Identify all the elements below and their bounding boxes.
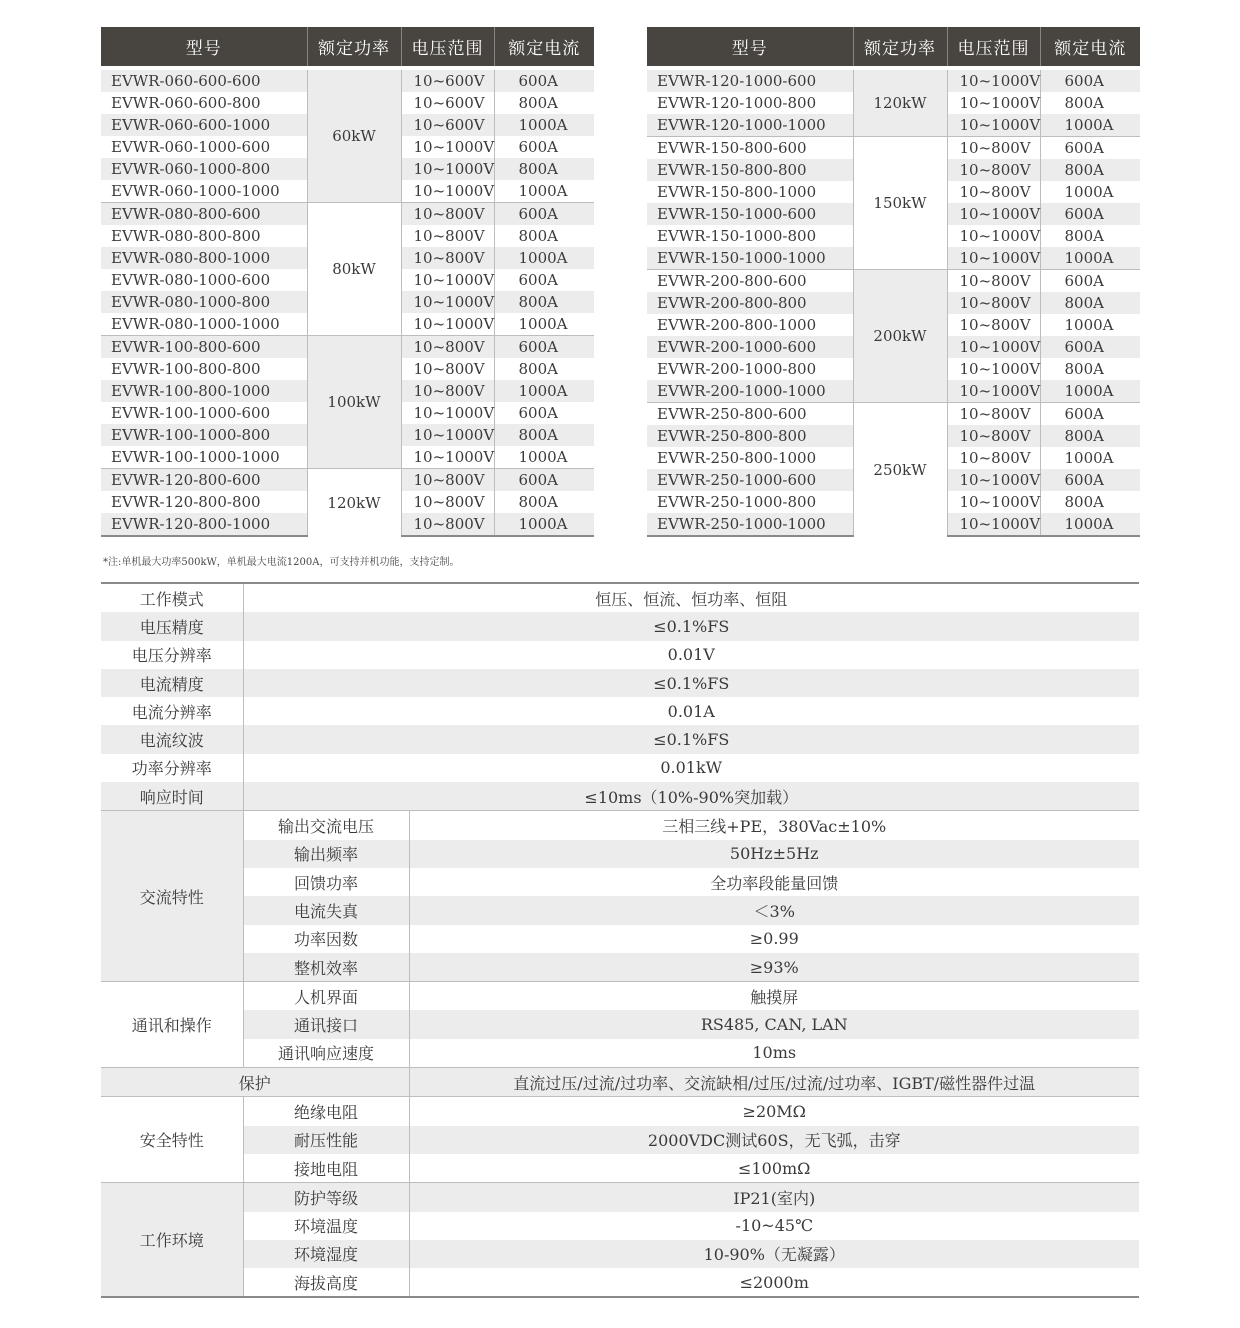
- spec-value: ≤0.1%FS: [243, 612, 1139, 640]
- model-cell: EVWR-120-800-1000: [101, 513, 307, 536]
- rated-current-cell: 600A: [494, 70, 594, 92]
- model-cell: EVWR-060-600-1000: [101, 114, 307, 136]
- voltage-range-cell: 10~800V: [947, 314, 1040, 336]
- spec-value: -10~45℃: [409, 1212, 1139, 1240]
- spec-value: ≤10ms（10%-90%突加载）: [243, 782, 1139, 811]
- header-rated-power: 额定功率: [853, 27, 947, 66]
- voltage-range-cell: 10~800V: [401, 203, 494, 226]
- spec-value: 恒压、恒流、恒功率、恒阻: [243, 583, 1139, 612]
- spec-sub-label: 海拔高度: [243, 1268, 409, 1297]
- spec-value: 10ms: [409, 1039, 1139, 1068]
- spec-sub-label: 耐压性能: [243, 1126, 409, 1154]
- rated-current-cell: 600A: [1040, 270, 1140, 293]
- rated-current-cell: 600A: [494, 203, 594, 226]
- rated-current-cell: 600A: [494, 136, 594, 158]
- table-row: [101, 70, 594, 92]
- spec-sub-label: 环境湿度: [243, 1240, 409, 1268]
- rated-power-cell: 60kW: [307, 70, 401, 203]
- rated-power-cell: 120kW: [307, 469, 401, 537]
- spec-sub-label: 输出交流电压: [243, 811, 409, 840]
- rated-current-cell: 600A: [1040, 469, 1140, 491]
- table-row: [647, 137, 1140, 160]
- model-cell: EVWR-080-800-800: [111, 227, 261, 245]
- rated-current-cell: 600A: [494, 469, 594, 492]
- model-cell: EVWR-150-800-800: [647, 159, 853, 181]
- rated-current-cell: 600A: [1040, 203, 1140, 225]
- rated-current-cell: 1000A: [1040, 513, 1140, 536]
- rated-current-cell: 1000A: [1040, 380, 1140, 403]
- model-cell: EVWR-150-800-600: [647, 137, 853, 160]
- spec-row: [101, 754, 1139, 782]
- model-cell: EVWR-080-1000-1000: [111, 315, 280, 333]
- spec-row: [101, 612, 1139, 640]
- spec-value: 50Hz±5Hz: [409, 840, 1139, 868]
- rated-power-cell: 80kW: [307, 203, 401, 336]
- spec-value: 触摸屏: [409, 982, 1139, 1011]
- voltage-range-cell: 10~800V: [401, 336, 494, 359]
- spec-row: [101, 1039, 1139, 1068]
- spec-label: 电流精度: [101, 669, 243, 697]
- voltage-range-cell: 10~800V: [947, 270, 1040, 293]
- voltage-range-cell: 10~800V: [401, 380, 494, 402]
- voltage-range-cell: 10~800V: [401, 469, 494, 492]
- spec-row: [101, 782, 1139, 811]
- spec-label: 保护: [101, 1068, 409, 1097]
- model-cell: EVWR-080-1000-600: [111, 271, 271, 289]
- voltage-range-cell: 10~800V: [947, 403, 1040, 426]
- voltage-range-cell: 10~1000V: [947, 92, 1040, 114]
- voltage-range-cell: 10~1000V: [401, 291, 494, 313]
- spec-row: [101, 583, 1139, 612]
- model-cell: EVWR-200-1000-800: [657, 360, 817, 378]
- spec-group-label: 安全特性: [101, 1097, 243, 1183]
- header-model: 型号: [647, 27, 853, 66]
- voltage-range-cell: 10~600V: [401, 114, 494, 136]
- voltage-range-cell: 10~600V: [401, 70, 494, 92]
- model-cell: EVWR-150-1000-1000: [647, 247, 853, 270]
- voltage-range-cell: 10~800V: [401, 491, 494, 513]
- header-rated-current: 额定电流: [1040, 27, 1140, 66]
- model-cell: EVWR-200-1000-1000: [647, 380, 853, 403]
- rated-current-cell: 800A: [1040, 292, 1140, 314]
- voltage-range-cell: 10~800V: [401, 225, 494, 247]
- voltage-range-cell: 10~1000V: [401, 180, 494, 203]
- rated-power-cell: 100kW: [307, 336, 401, 469]
- rated-current-cell: 800A: [494, 92, 594, 114]
- rated-current-cell: 800A: [494, 424, 594, 446]
- spec-value: 0.01kW: [243, 754, 1139, 782]
- rated-current-cell: 800A: [494, 158, 594, 180]
- spec-value: ≥93%: [409, 953, 1139, 982]
- spec-sub-label: 功率因数: [243, 925, 409, 953]
- spec-row: [101, 868, 1139, 896]
- rated-current-cell: 1000A: [494, 513, 594, 536]
- spec-row: [101, 896, 1139, 924]
- voltage-range-cell: 10~800V: [947, 447, 1040, 469]
- spec-group-label: 交流特性: [101, 811, 243, 982]
- voltage-range-cell: 10~800V: [947, 159, 1040, 181]
- spec-row: [101, 1097, 1139, 1126]
- model-cell: EVWR-120-800-800: [111, 493, 261, 511]
- voltage-range-cell: 10~800V: [947, 181, 1040, 203]
- spec-row: [101, 925, 1139, 953]
- spec-sub-label: 回馈功率: [243, 868, 409, 896]
- rated-current-cell: 1000A: [494, 114, 594, 136]
- spec-sub-label: 整机效率: [243, 953, 409, 982]
- model-cell: EVWR-100-800-1000: [101, 380, 307, 402]
- spec-sub-label: 环境温度: [243, 1212, 409, 1240]
- table-header-row: [101, 27, 594, 66]
- spec-value: 三相三线+PE，380Vac±10%: [409, 811, 1139, 840]
- spec-row: [101, 1268, 1139, 1297]
- model-cell: EVWR-150-1000-600: [647, 203, 853, 225]
- spec-row: [101, 641, 1139, 669]
- spec-row: [101, 669, 1139, 697]
- spec-value: 0.01V: [243, 641, 1139, 669]
- rated-current-cell: 1000A: [494, 446, 594, 469]
- spec-value: ≤0.1%FS: [243, 669, 1139, 697]
- model-cell: EVWR-060-1000-600: [111, 138, 271, 156]
- spec-value: 10-90%（无凝露）: [409, 1240, 1139, 1268]
- spec-sub-label: 通讯接口: [243, 1010, 409, 1038]
- spec-value: ≤0.1%FS: [243, 725, 1139, 753]
- spec-table: [101, 582, 1139, 1298]
- spec-row: [101, 982, 1139, 1011]
- spec-row: [101, 1154, 1139, 1183]
- spec-sub-label: 电流失真: [243, 896, 409, 924]
- model-cell: EVWR-120-800-600: [101, 469, 307, 492]
- spec-label: 工作模式: [139, 589, 204, 609]
- spec-row: [101, 1010, 1139, 1038]
- table-header-row: [647, 27, 1140, 66]
- model-cell: EVWR-080-800-600: [101, 203, 307, 226]
- model-cell: EVWR-150-1000-800: [657, 227, 817, 245]
- spec-row: [101, 1212, 1139, 1240]
- voltage-range-cell: 10~800V: [947, 425, 1040, 447]
- rated-current-cell: 1000A: [1040, 114, 1140, 137]
- rated-current-cell: 1000A: [1040, 447, 1140, 469]
- model-cell: EVWR-250-1000-1000: [647, 513, 853, 536]
- model-cell: EVWR-250-1000-600: [647, 469, 853, 491]
- spec-row: [101, 1183, 1139, 1212]
- voltage-range-cell: 10~1000V: [947, 380, 1040, 403]
- rated-current-cell: 1000A: [494, 247, 594, 269]
- voltage-range-cell: 10~1000V: [401, 136, 494, 158]
- spec-sub-label: 人机界面: [243, 982, 409, 1011]
- voltage-range-cell: 10~1000V: [947, 70, 1040, 92]
- model-cell: EVWR-120-1000-600: [647, 70, 853, 92]
- spec-value: 2000VDC测试60S，无飞弧，击穿: [409, 1126, 1139, 1154]
- rated-current-cell: 600A: [1040, 137, 1140, 160]
- header-rated-power: 额定功率: [307, 27, 401, 66]
- model-cell: EVWR-100-1000-600: [111, 404, 271, 422]
- spec-label: 响应时间: [101, 782, 243, 811]
- rated-power-cell: 120kW: [853, 70, 947, 137]
- model-cell: EVWR-060-1000-1000: [111, 182, 280, 200]
- spec-row: [101, 811, 1139, 840]
- voltage-range-cell: 10~800V: [947, 137, 1040, 160]
- model-cell: EVWR-200-800-600: [647, 270, 853, 293]
- spec-value: ≥20MΩ: [409, 1097, 1139, 1126]
- header-voltage-range: 电压范围: [947, 27, 1040, 66]
- model-cell: EVWR-250-800-1000: [657, 449, 817, 467]
- rated-current-cell: 600A: [1040, 336, 1140, 358]
- spec-value: ≤2000m: [409, 1268, 1139, 1297]
- spec-label: 功率分辨率: [131, 759, 212, 779]
- spec-sub-label: 通讯响应速度: [243, 1039, 409, 1068]
- model-cell: EVWR-250-800-800: [647, 425, 853, 447]
- model-cell: EVWR-250-800-600: [647, 403, 853, 426]
- spec-row: [101, 725, 1139, 753]
- model-cell: EVWR-060-600-600: [101, 70, 307, 92]
- model-cell: EVWR-060-1000-800: [101, 158, 307, 180]
- voltage-range-cell: 10~1000V: [401, 269, 494, 291]
- spec-row: [101, 697, 1139, 725]
- header-model: 型号: [101, 27, 307, 66]
- rated-power-cell: 250kW: [853, 403, 947, 537]
- table-row: [647, 270, 1140, 293]
- rated-current-cell: 1000A: [494, 313, 594, 336]
- spec-value: 0.01A: [243, 697, 1139, 725]
- spec-sub-label: 接地电阻: [243, 1154, 409, 1183]
- header-rated-current: 额定电流: [494, 27, 594, 66]
- model-cell: EVWR-080-1000-800: [101, 291, 307, 313]
- rated-current-cell: 600A: [1040, 403, 1140, 426]
- spec-value: 全功率段能量回馈: [409, 868, 1139, 896]
- model-cell: EVWR-080-800-1000: [101, 247, 307, 269]
- model-cell: EVWR-100-1000-1000: [111, 448, 280, 466]
- rated-current-cell: 800A: [1040, 491, 1140, 513]
- spec-label: 电流分辨率: [131, 702, 212, 722]
- voltage-range-cell: 10~1000V: [947, 336, 1040, 358]
- spec-sub-label: 防护等级: [243, 1183, 409, 1212]
- rated-current-cell: 800A: [1040, 92, 1140, 114]
- rated-current-cell: 1000A: [494, 380, 594, 402]
- rated-current-cell: 800A: [1040, 225, 1140, 247]
- model-table-left: [101, 27, 594, 537]
- spec-label: 电流纹波: [101, 725, 243, 753]
- spec-sub-label: 输出频率: [243, 840, 409, 868]
- model-cell: EVWR-100-800-800: [111, 360, 261, 378]
- spec-value: ＜3%: [409, 896, 1139, 924]
- rated-current-cell: 600A: [494, 336, 594, 359]
- spec-label: 电压分辨率: [131, 646, 212, 666]
- voltage-range-cell: 10~1000V: [947, 513, 1040, 536]
- voltage-range-cell: 10~1000V: [401, 424, 494, 446]
- rated-current-cell: 800A: [494, 291, 594, 313]
- spec-value: ≥0.99: [409, 925, 1139, 953]
- table-row: [647, 70, 1140, 92]
- spec-value: IP21(室内): [409, 1183, 1139, 1212]
- table-row: [101, 469, 594, 492]
- voltage-range-cell: 10~600V: [401, 92, 494, 114]
- rated-current-cell: 800A: [494, 358, 594, 380]
- rated-power-cell: 150kW: [853, 137, 947, 270]
- rated-current-cell: 800A: [1040, 159, 1140, 181]
- voltage-range-cell: 10~800V: [401, 513, 494, 536]
- model-cell: EVWR-060-600-800: [111, 94, 261, 112]
- model-cell: EVWR-100-800-600: [101, 336, 307, 359]
- spec-group-label: 通讯和操作: [101, 982, 243, 1068]
- voltage-range-cell: 10~1000V: [947, 203, 1040, 225]
- rated-current-cell: 800A: [1040, 358, 1140, 380]
- rated-current-cell: 600A: [494, 269, 594, 291]
- voltage-range-cell: 10~1000V: [947, 225, 1040, 247]
- rated-current-cell: 1000A: [494, 180, 594, 203]
- spec-row: [101, 1126, 1139, 1154]
- spec-value: 直流过压/过流/过功率、交流缺相/过压/过流/过功率、IGBT/磁性器件过温: [409, 1068, 1139, 1097]
- voltage-range-cell: 10~800V: [947, 292, 1040, 314]
- model-cell: EVWR-120-1000-1000: [647, 114, 853, 137]
- voltage-range-cell: 10~1000V: [947, 358, 1040, 380]
- rated-current-cell: 800A: [494, 225, 594, 247]
- model-cell: EVWR-200-800-1000: [657, 316, 817, 334]
- voltage-range-cell: 10~1000V: [947, 247, 1040, 270]
- voltage-range-cell: 10~1000V: [401, 402, 494, 424]
- model-cell: EVWR-150-800-1000: [657, 183, 817, 201]
- spec-group-label: 工作环境: [101, 1183, 243, 1298]
- spec-value: ≤100mΩ: [409, 1154, 1139, 1183]
- model-cell: EVWR-100-1000-800: [101, 424, 307, 446]
- spec-sub-label: 绝缘电阻: [243, 1097, 409, 1126]
- voltage-range-cell: 10~1000V: [401, 313, 494, 336]
- rated-current-cell: 1000A: [1040, 314, 1140, 336]
- spec-row: [101, 840, 1139, 868]
- spec-value: RS485, CAN, LAN: [409, 1010, 1139, 1038]
- spec-row: [101, 953, 1139, 982]
- spec-label: 电压精度: [101, 612, 243, 640]
- model-cell: EVWR-200-1000-600: [647, 336, 853, 358]
- voltage-range-cell: 10~1000V: [947, 114, 1040, 137]
- voltage-range-cell: 10~1000V: [401, 158, 494, 180]
- rated-current-cell: 800A: [494, 491, 594, 513]
- footnote: *注:单机最大功率500kW，单机最大电流1200A，可支持并机功能，支持定制。: [103, 557, 460, 568]
- rated-current-cell: 600A: [1040, 70, 1140, 92]
- rated-current-cell: 800A: [1040, 425, 1140, 447]
- model-cell: EVWR-200-800-800: [647, 292, 853, 314]
- voltage-range-cell: 10~1000V: [401, 446, 494, 469]
- voltage-range-cell: 10~1000V: [947, 491, 1040, 513]
- rated-current-cell: 1000A: [1040, 247, 1140, 270]
- table-row: [647, 403, 1140, 426]
- spec-row-protection: [101, 1068, 1139, 1097]
- voltage-range-cell: 10~1000V: [947, 469, 1040, 491]
- spec-row: [101, 1240, 1139, 1268]
- rated-current-cell: 600A: [494, 402, 594, 424]
- table-row: [101, 336, 594, 359]
- rated-current-cell: 1000A: [1040, 181, 1140, 203]
- rated-power-cell: 200kW: [853, 270, 947, 403]
- header-voltage-range: 电压范围: [401, 27, 494, 66]
- voltage-range-cell: 10~800V: [401, 247, 494, 269]
- model-cell: EVWR-120-1000-800: [657, 94, 817, 112]
- voltage-range-cell: 10~800V: [401, 358, 494, 380]
- model-table-right: [647, 27, 1140, 537]
- table-row: [101, 203, 594, 226]
- model-cell: EVWR-250-1000-800: [657, 493, 817, 511]
